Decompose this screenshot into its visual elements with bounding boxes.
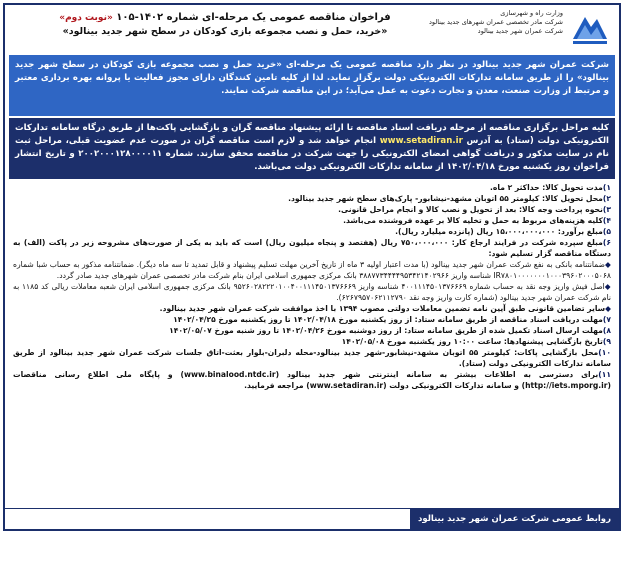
conditions-list	[5, 179, 619, 391]
list-item: ۳)نحوه پرداخت وجه کالا: بعد از تحویل و نصب کالا و انجام مراحل قانونی.	[338, 205, 611, 214]
organization-names	[413, 9, 563, 36]
footer-bar	[5, 508, 619, 529]
procedure-text-2: انجام خواهد شد و لازم است مناقصه گران در صورت عدم عضویت قبلی، مراحل ثبت نام در سایت مذکور و دریافت گواهی امضای الکترونیکی را جهت شرکت در مناقصه محقق سازند. شماره ۲۰۰۲۰۰۰۱۲۸۰۰۰۰۱۱ و تاریخ انتشار فراخوان روز یکشنبه مورخ ۱۴۰۲/۰۴/۱۸ از سامانه تدارکات الکترونیکی دولت می‌باشد.	[15, 136, 609, 172]
list-item: ◆ضمانتنامه بانکی به نفع شرکت عمران شهر جدید بینالود (با مدت اعتبار اولیه ۳ ماه از تاریخ آخرین مهلت تسلیم پیشنهاد و قابل تمدید تا سه ماه دیگر). ضمانتنامه مذکور به حساب شبا شماره IR۷۸۰۱۰۰۰۰۰۰۰۱۰۰۰۳۹۶۰۲۰۰۰۵۰۶۸ شناسه واریز ۳۸۸۷۷۳۴۴۴۴۹۵۳۴۲۱۴۰۲۹۶۶ بانک مرکزی جمهوری اسلامی ایران بنام شرکت مادر تخصصی عمران شهرهای جدید صادر گردد.	[13, 260, 611, 280]
list-item: ۲)محل تحویل کالا: کیلومتر ۵۵ اتوبان مشهد-نیشابور- پارک‌های سطح شهر جدید بینالود.	[288, 194, 611, 203]
title-block	[45, 11, 405, 38]
diamond-bullet-icon: ◆	[605, 260, 611, 269]
footer-text	[398, 509, 410, 529]
tender-notice	[3, 3, 621, 531]
procedure-paragraph	[9, 118, 615, 179]
ministry-logo-icon	[567, 9, 611, 49]
list-item: ۱)مدت تحویل کالا: حداکثر ۲ ماه.	[489, 183, 611, 192]
list-item: ۱۱)برای دسترسی به اطلاعات بیشتر به سامانه اینترنتی شهر جدید بینالود (www.binalood.ntdc.ir) و پایگاه ملی اطلاع رسانی مناقصات (http://iets.mporg.ir) و سامانه تدارکات الکترونیکی دولت (www.setadiran.ir) مراجعه فرمایید.	[13, 370, 612, 390]
notice-subtitle: «خرید، حمل و نصب مجموعه بازی کودکان در سطح شهر جدید بینالود»	[62, 26, 388, 37]
list-item: ۷)مهلت دریافت اسناد مناقصه از طریق سامانه ستاد: از روز یکشنبه مورخ ۱۴۰۲/۰۴/۱۸ تا روز یکشنبه مورخ ۱۴۰۲/۰۴/۲۵	[173, 315, 611, 324]
intro-paragraph: شرکت عمران شهر جدید بینالود در نظر دارد مناقصه عمومی یک مرحله-ای «خرید حمل و نصب مجموعه بازی کودکان در سطح شهر جدید بینالود» را از طریق سامانه تدارکات الکترونیکی دولت برگزار نماید. لذا از کلیه تامین کنندگان دارای مجوز فعالیت یا پروانه بهره برداری معتبر و مرتبط از وزارت صنعت، معدن و تجارت دعوت به عمل می‌آید؛ در این مناقصه شرکت نمایند.	[9, 55, 615, 116]
notice-header	[5, 5, 619, 55]
list-item: ۵)مبلغ برآورد: ۱۵،۰۰۰،۰۰۰،۰۰۰ ریال (پانزده میلیارد ریال).	[395, 227, 611, 236]
procedure-text-1: کلیه مراحل برگزاری مناقصه از مرحله دریافت اسناد مناقصه تا ارائه پیشنهاد مناقصه گران و بازگشایی پاکت‌ها از طریق درگاه سامانه تدارکات الکترونیکی دولت (ستاد) به آدرس	[15, 123, 609, 146]
list-item: ◆اصل فیش واریز وجه نقد به حساب شماره ۴۰۰۱۱۱۴۵۰۱۳۷۶۶۶۹ شناسه واریز ۹۵۲۶۰۲۸۲۲۲۰۱۰۰۴۰۰۱۱۱۴۵۰۱۳۷۶۶۶۹ بانک مرکزی جمهوری اسلامی ایران شعبه معاملات ریالی کد ۱۱۸۵ به نام شرکت عمران شهر جدید بینالود (شماره کارت واریز وجه نقد ۶۲۶۷۹۵۷۰۶۲۱۱۲۷۹۰).	[13, 282, 611, 302]
list-item: ۴)کلیه هزینه‌های مربوط به حمل و تخلیه کالا بر عهده فروشنده می‌باشد.	[343, 216, 611, 225]
org-ministry: وزارت راه و شهرسازی	[500, 9, 563, 17]
list-item: ۹)تاریخ بازگشایی پیشنهادها: ساعت ۱۰:۰۰ روز یکشنبه مورخ ۱۴۰۲/۰۵/۰۸	[341, 337, 611, 346]
setad-link[interactable]: www.setadiran.ir	[379, 136, 463, 146]
org-parent-company: شرکت مادر تخصصی عمران شهرهای جدید بینالود	[428, 18, 563, 26]
diamond-bullet-icon: ◆	[605, 304, 611, 313]
notice-title: فراخوان مناقصه عمومی یک مرحله-ای شماره ۱۴۰۲-۱۰۵	[116, 12, 391, 23]
organization-block	[413, 9, 611, 49]
public-relations-label: روابط عمومی شرکت عمران شهر جدید بینالود	[410, 509, 619, 529]
list-item: ◆سایر تضامین قانونی طبق آیین نامه تضمین معاملات دولتی مصوب ۱۳۹۴ با اخذ موافقت شرکت عمران شهر جدید بینالود.	[159, 304, 611, 313]
list-item: ۶)مبلغ سپرده شرکت در فرایند ارجاع کار: ۷۵۰،۰۰۰،۰۰۰ ریال (هفتصد و پنجاه میلیون ریال) است که باید به یکی از صورت‌های مشروحه زیر در پاکت (الف) به دستگاه مناقصه گزار تسلیم شود:	[13, 238, 611, 258]
round-badge: «نوبت دوم»	[59, 13, 113, 23]
notice-title-row	[45, 11, 405, 25]
list-item: ۱۰)محل بازگشایی پاکات: کیلومتر ۵۵ اتوبان مشهد-نیشابور-شهر جدید بینالود-محله دلبران-بلوار بعثت-اتاق جلسات شرکت عمران شهر جدید بینالود از طریق سامانه تدارکات الکترونیکی دولت (ستاد).	[13, 348, 612, 368]
org-company: شرکت عمران شهر جدید بینالود	[477, 27, 563, 35]
list-item: ۸)مهلت ارسال اسناد تکمیل شده از طریق سامانه ستاد: از روز دوشنبه مورخ ۱۴۰۲/۰۴/۲۶ تا روز شنبه مورخ ۱۴۰۲/۰۵/۰۷	[169, 326, 611, 335]
diamond-bullet-icon: ◆	[604, 282, 611, 291]
